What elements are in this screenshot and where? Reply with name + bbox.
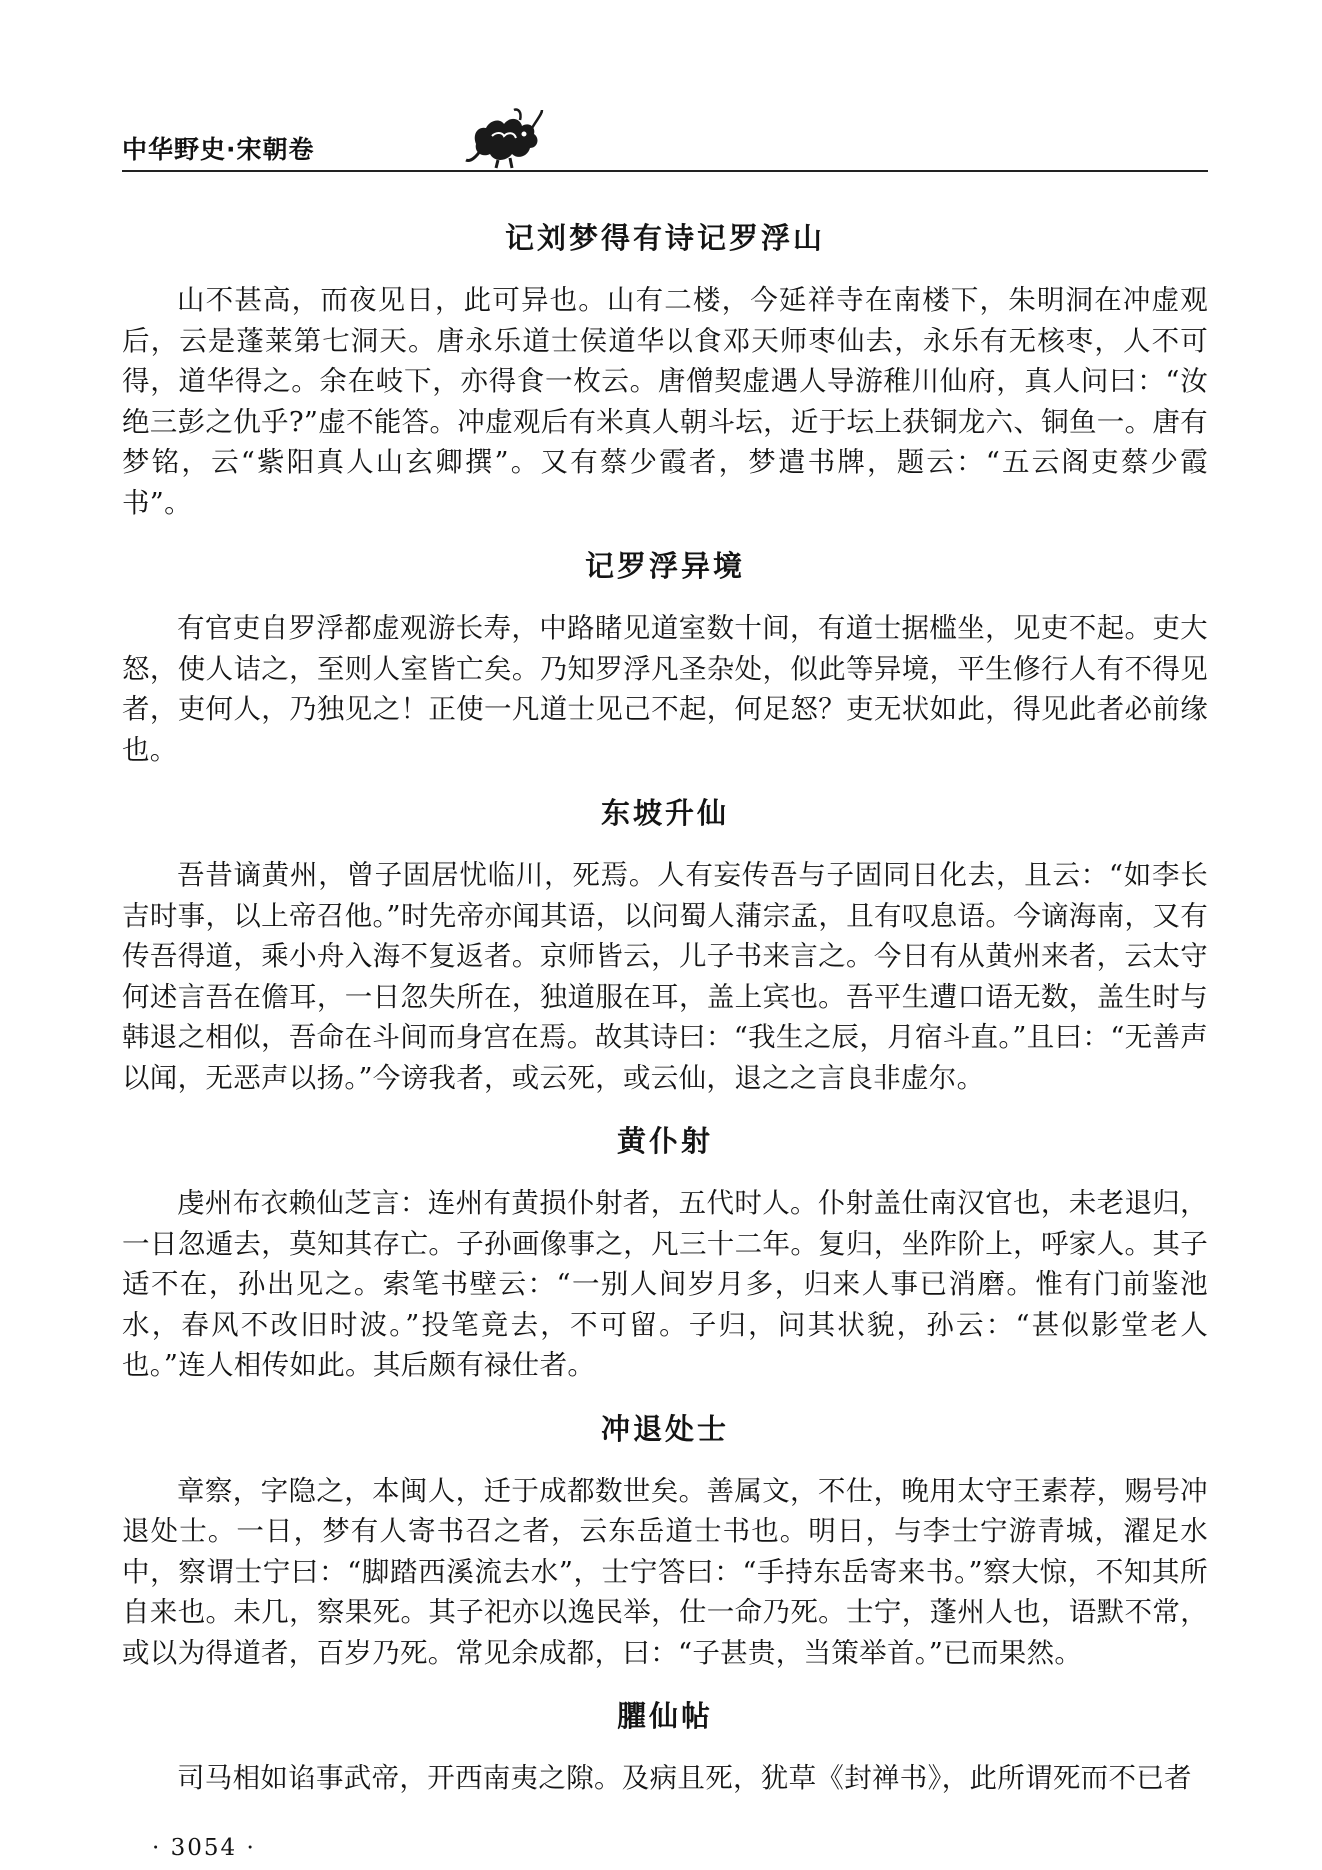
- page-number: · 3054 ·: [152, 1835, 256, 1861]
- section-paragraph: 司马相如谄事武帝，开西南夷之隙。及病且死，犹草《封禅书》，此所谓死而不已者: [177, 1762, 1192, 1794]
- page-content: [122, 218, 1208, 1799]
- section-paragraph: 山不甚高，而夜见日，此可异也。山有二楼，今延祥寺在南楼下，朱明洞在冲虚观后，云是蓬莱第七洞天。唐永乐道士侯道华以食邓天师枣仙去，永乐有无核枣，人不可得，道华得之。余在岐下，亦得食一枚云。唐僧契虚遇人导游稚川仙府，真人问曰：“汝绝三彭之仇乎?”虚不能答。冲虚观后有米真人朝斗坛，近于坛上获铜龙六、铜鱼一。唐有梦铭，云“紫阳真人山玄卿撰”。又有蔡少霞者，梦遣书牌，题云：“五云阁吏蔡少霞书”。: [122, 284, 1208, 519]
- header-divider: [122, 170, 1208, 172]
- book-title: 中华野史·宋朝卷: [122, 135, 315, 164]
- section-paragraph: 虔州布衣赖仙芝言：连州有黄损仆射者，五代时人。仆射盖仕南汉官也，未老退归，一日忽遁去，莫知其存亡。子孙画像事之，凡三十二年。复归，坐阼阶上，呼家人。其子适不在，孙出见之。索笔书壁云：“一别人间岁月多，归来人事已消磨。惟有门前鉴池水，春风不改旧时波。”投笔竟去，不可留。子归，问其状貌，孙云：“甚似影堂老人也。”连人相传如此。其后颇有禄仕者。: [122, 1187, 1208, 1381]
- section-title: 记刘梦得有诗记罗浮山: [504, 221, 825, 255]
- section-paragraph: 吾昔谪黄州，曾子固居忧临川，死焉。人有妄传吾与子固同日化去，且云：“如李长吉时事，以上帝召他。”时先帝亦闻其语，以问蜀人蒲宗孟，且有叹息语。今谪海南，又有传吾得道，乘小舟入海不复返者。京师皆云，儿子书来言之。今日有从黄州来者，云太守何述言吾在儋耳，一日忽失所在，独道服在耳，盖上宾也。吾平生遭口语无数，盖生时与韩退之相似，吾命在斗间而身宫在焉。故其诗曰：“我生之辰，月宿斗直。”且曰：“无善声以闻，无恶声以扬。”今谤我者，或云死，或云仙，退之之言良非虚尔。: [122, 859, 1208, 1094]
- dragon-emblem-icon: [462, 104, 544, 170]
- section-title: 臞仙帖: [616, 1699, 713, 1733]
- page-header: [122, 100, 1230, 190]
- section-title: 冲退处士: [600, 1411, 729, 1446]
- section-title: 黄仆射: [616, 1124, 713, 1158]
- section-paragraph: 有官吏自罗浮都虚观游长寿，中路睹见道室数十间，有道士据槛坐，见吏不起。吏大怒，使人诘之，至则人室皆亡矣。乃知罗浮凡圣杂处，似此等异境，平生修行人有不得见者，吏何人，乃独见之！正使一凡道士见己不起，何足怒？吏无状如此，得见此者必前缘也。: [122, 612, 1208, 766]
- section-paragraph: 章察，字隐之，本闽人，迁于成都数世矣。善属文，不仕，晚用太守王素荐，赐号冲退处士。一日，梦有人寄书召之者，云东岳道士书也。明日，与李士宁游青城，濯足水中，察谓士宁曰：“脚踏西溪流去水”，士宁答曰：“手持东岳寄来书。”察大惊，不知其所自来也。未几，察果死。其子祀亦以逸民举，仕一命乃死。士宁，蓬州人也，语默不常，或以为得道者，百岁乃死。常见余成都，曰：“子甚贵，当策举首。”已而果然。: [122, 1474, 1208, 1669]
- section-title: 记罗浮异境: [584, 549, 745, 583]
- section-title: 东坡升仙: [600, 796, 729, 830]
